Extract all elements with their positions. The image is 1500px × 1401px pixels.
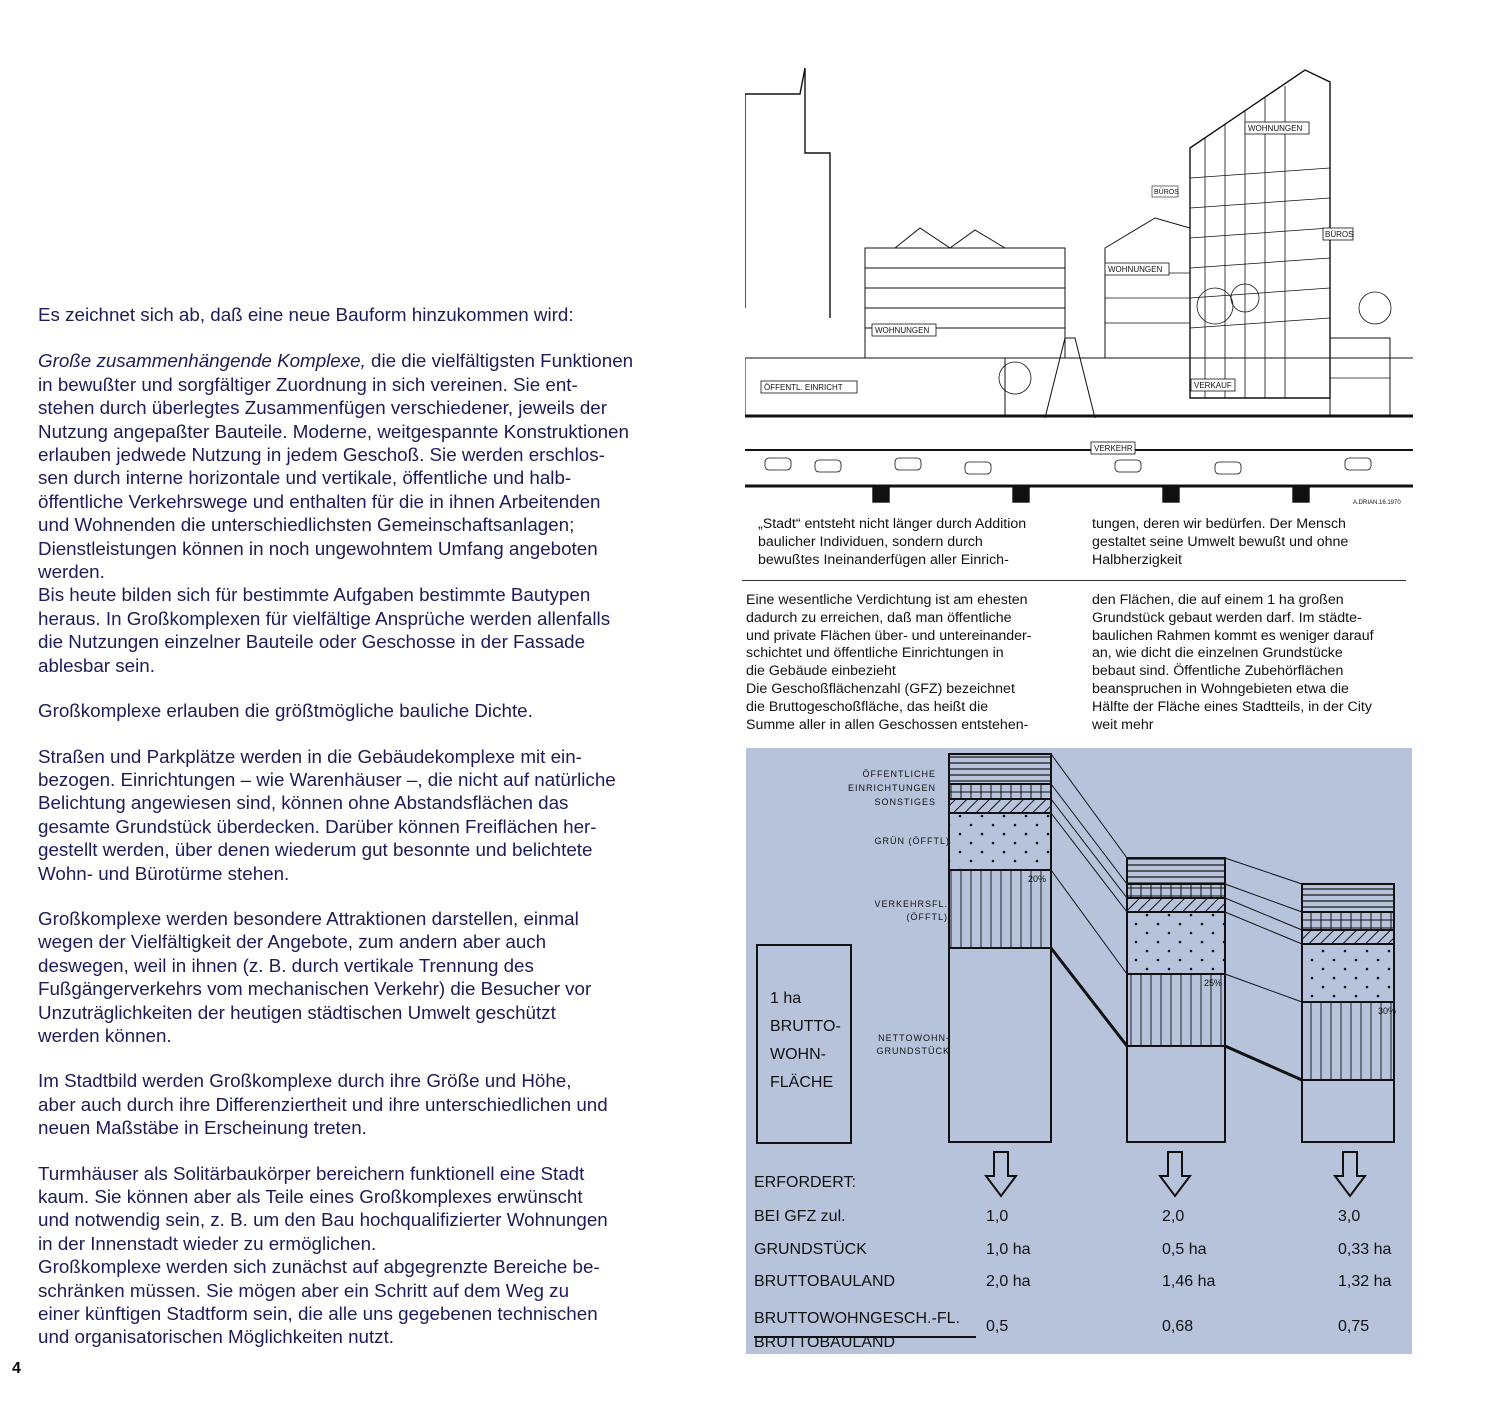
body-text-column (38, 303, 718, 1349)
value-grundstueck-col3: 0,33 ha (1338, 1241, 1392, 1258)
row-label-ratio-numerator: BRUTTOWOHNGESCH.-FL. (754, 1310, 960, 1327)
svg-text:20%: 20% (1028, 874, 1047, 884)
label-oeffentliche: ÖFFENTLICHE (862, 769, 936, 779)
value-ratio-col2: 0,68 (1162, 1318, 1194, 1335)
label-verkehrsfl-oeffentl: (ÖFFTL) (906, 912, 948, 922)
density-diagram-panel (746, 748, 1412, 1354)
paragraph-cityscape: Im Stadtbild werden Großkomplexe durch ihre Größe und Höhe, aber auch durch ihre Differenziertheit und ihre unterschiedlichen und neuen Maßstäbe in Erscheinung treten. (38, 1070, 608, 1139)
label-grundstueck: GRUNDSTÜCK (876, 1046, 950, 1056)
svg-text:BÜROS: BÜROS (1325, 230, 1354, 239)
paragraph-density: Großkomplexe erlauben die größtmögliche bauliche Dichte. (38, 700, 533, 722)
svg-text:WOHNUNGEN: WOHNUNGEN (1108, 265, 1163, 274)
label-gruen: GRÜN (ÖFFTL) (874, 836, 950, 846)
drawing-svg (745, 58, 1413, 510)
value-gfz-col3: 3,0 (1338, 1208, 1361, 1225)
caption-divider (742, 580, 1406, 581)
value-bruttobauland-col2: 1,46 ha (1162, 1273, 1216, 1290)
label-verkehrsfl: VERKEHRSFL. (874, 899, 948, 909)
paragraph-intro: Es zeichnet sich ab, daß eine neue Bauform hinzukommen wird: (38, 304, 574, 325)
label-sonstiges: SONSTIGES (874, 797, 936, 807)
row-label-erfordert: ERFORDERT: (754, 1174, 856, 1191)
value-gfz-col1: 1,0 (986, 1208, 1009, 1225)
row-label-bruttobauland: BRUTTOBAULAND (754, 1273, 896, 1290)
row-label-gfz: BEI GFZ zul. (754, 1208, 846, 1225)
row-label-ratio-denominator: BRUTTOBAULAND (754, 1334, 896, 1351)
label-nettowohn: NETTOWOHN- (878, 1033, 950, 1043)
row-label-grundstueck: GRUNDSTÜCK (754, 1241, 867, 1258)
value-ratio-col3: 0,75 (1338, 1318, 1370, 1335)
value-grundstueck-col2: 0,5 ha (1162, 1241, 1207, 1258)
svg-text:ÖFFENTL. EINRICHT: ÖFFENTL. EINRICHT (764, 383, 843, 392)
label-einrichtungen: EINRICHTUNGEN (847, 783, 936, 793)
caption-top-left: „Stadt“ entsteht nicht länger durch Addition baulicher Individuen, sondern durch bewußtes Ineinanderfügen aller Einrich- (758, 516, 1027, 568)
value-grundstueck-col1: 1,0 ha (986, 1241, 1031, 1258)
value-gfz-col2: 2,0 (1162, 1208, 1185, 1225)
svg-text:30%: 30% (1378, 1006, 1397, 1016)
paragraph-complexes: Große zusammenhängende Komplexe, die die vielfältigsten Funktionen in bewußter und sorgfältiger Zuordnung in sich vereinen. Sie ent- stehen durch überlegtes Zusammenfügen verschiedener, jeweils der Nutzung angepaßter Bauteile. Moderne, weitgespannte Konstruktionen erlauben jedwede Nutzung in jedem Geschoß. Sie werden erschlos- sen durch interne horizontale und vertikale, öffentliche und halb- öffentliche Verkehrswege und enthalten für die in ihnen Arbeitenden und Wohnenden die unterschiedlichsten Gemeinschaftsanlagen; Dienstleistungen können in noch ungewohntem Umfang angeboten werden. Bis heute bilden sich für bestimmte Aufgaben bestimmte Bautypen heraus. In Großkomplexen für vielfältige Ansprüche werden allenfalls die Nutzungen einzelner Bauteile oder Geschosse in der Fassade ablesbar sein. (38, 350, 634, 676)
value-bruttobauland-col3: 1,32 ha (1338, 1273, 1392, 1290)
paragraph-towers: Turmhäuser als Solitärbaukörper bereichern funktionell eine Stadt kaum. Sie können aber als Teile eines Großkomplexes erwünscht und notwendig sein, z. B. um den Bau hochqualifizierter Wohnungen in der Innenstadt wieder zu ermöglichen. Großkomplexe werden sich zunächst auf abgegrenzte Bereiche be- schränken müssen. Sie mögen aber ein Schritt auf dem Weg zu einer künftigen Stadtform sein, die alle uns gegebenen technischen und organisatorischen Möglichkeiten nutzt. (38, 1162, 608, 1348)
legend-box-1ha: 1 ha BRUTTO- WOHN- FLÄCHE (756, 944, 852, 1144)
value-bruttobauland-col1: 2,0 ha (986, 1273, 1031, 1290)
page-number: 4 (12, 1360, 21, 1377)
svg-text:BÜROS: BÜROS (1154, 189, 1179, 196)
caption-bottom-right: den Flächen, die auf einem 1 ha großen Grundstück gebaut werden darf. Im städte- baulichen Rahmen kommt es weniger darauf an, wie dicht die einzelnen Grundstücke bebaut sind. Öffentliche Zubehörflächen beanspruchen in Wohngebieten etwa die Hälfte der Fläche eines Stadtteils, in der City weit mehr (1092, 592, 1374, 733)
megastructure-section-drawing (745, 58, 1413, 510)
caption-bottom-left: Eine wesentliche Verdichtung ist am ehesten dadurch zu erreichen, daß man öffentliche und private Flächen über- und untereinander- schichtet und öffentliche Einrichtungen in die Gebäude einbezieht Die Geschoßflächenzahl (GFZ) bezeichnet die Bruttogeschoßfläche, das heißt die Summe aller in allen Geschossen entstehen- (746, 592, 1032, 733)
value-ratio-col1: 0,5 (986, 1318, 1009, 1335)
caption-top-right: tungen, deren wir bedürfen. Der Mensch gestaltet seine Umwelt bewußt und ohne Halbherzigkeit (1092, 516, 1349, 568)
svg-text:VERKEHR: VERKEHR (1094, 444, 1133, 453)
paragraph-attractions: Großkomplexe werden besondere Attraktionen darstellen, einmal wegen der Vielfältigkeit der Angebote, zum andern aber auch deswegen, weil in ihnen (z. B. durch vertikale Trennung des Fußgängerverkehrs vom mechanischen Verkehr) die Besucher vor Unzuträglichkeiten der heutigen städtischen Umwelt geschützt werden können. (38, 907, 592, 1046)
paragraph-streets: Straßen und Parkplätze werden in die Gebäudekomplexe mit ein- bezogen. Einrichtungen – wie Warenhäuser –, die nicht auf natürliche Belichtung angewiesen sind, können ohne Abstandsflächen das gesamte Grundstück überdecken. Darüber können Freiflächen her- gestellt werden, über denen wiederum gut besonnte und belichtete Wohn- und Bürotürme stehen. (38, 745, 616, 884)
svg-text:25%: 25% (1204, 978, 1223, 988)
svg-text:WOHNUNGEN: WOHNUNGEN (875, 326, 930, 335)
svg-text:VERKAUF: VERKAUF (1194, 381, 1232, 390)
svg-text:WOHNUNGEN: WOHNUNGEN (1248, 124, 1303, 133)
emphasis-phrase: Große zusammenhängende Komplexe, (38, 350, 366, 372)
svg-text:A.DRIAN.16.1970: A.DRIAN.16.1970 (1353, 500, 1401, 506)
